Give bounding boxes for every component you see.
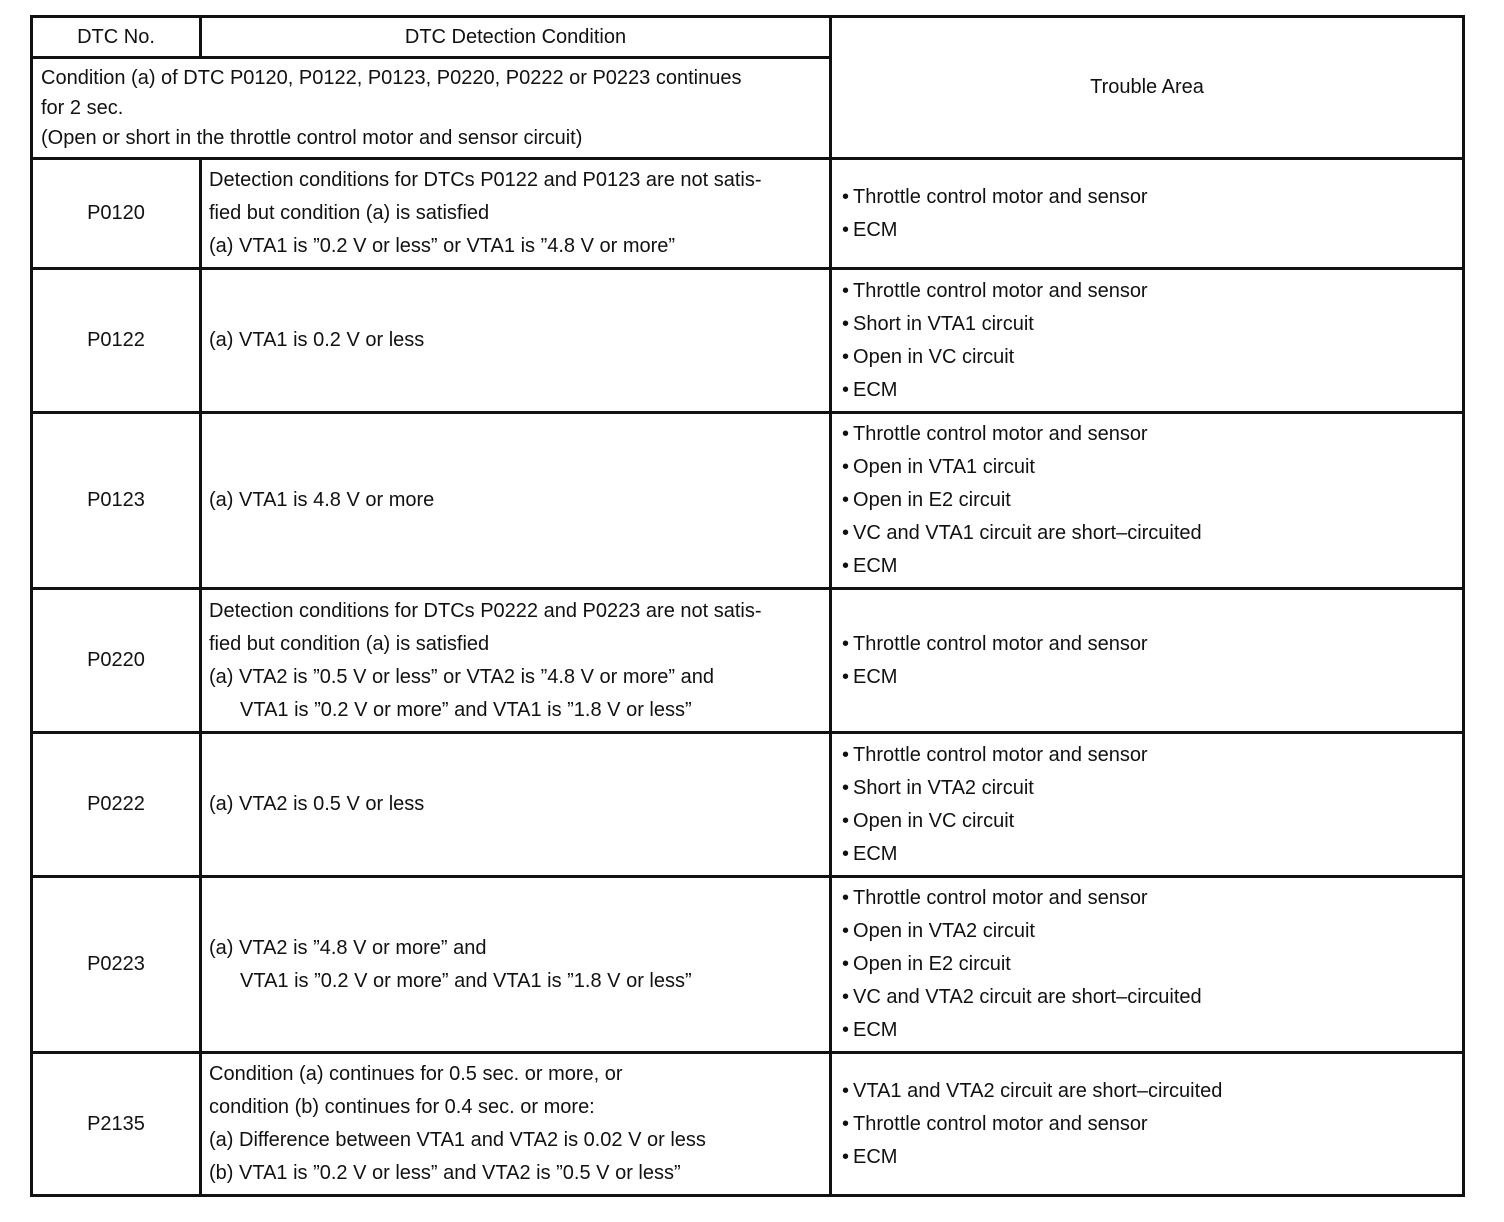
general-condition-line: Condition (a) of DTC P0120, P0122, P0123, P0220, P0222 or P0223 continues xyxy=(41,67,742,89)
trouble-area xyxy=(831,159,1464,269)
dtc-code: P0123 xyxy=(32,413,201,589)
dtc-code: P0222 xyxy=(32,733,201,877)
condition-line: (a) VTA1 is 0.2 V or less xyxy=(209,329,425,351)
trouble-area-item: • ECM xyxy=(842,1141,1462,1174)
trouble-area-item: • Throttle control motor and sensor xyxy=(842,275,1462,308)
trouble-area-item: • Open in VTA1 circuit xyxy=(842,451,1462,484)
detection-condition xyxy=(201,877,831,1053)
condition-line: (a) Difference between VTA1 and VTA2 is 0.02 V or less xyxy=(209,1129,706,1151)
trouble-area xyxy=(831,413,1464,589)
detection-condition xyxy=(201,733,831,877)
table-row xyxy=(32,159,1464,269)
detection-condition xyxy=(201,269,831,413)
detection-condition xyxy=(201,1053,831,1196)
trouble-area xyxy=(831,589,1464,733)
condition-line: Detection conditions for DTCs P0222 and P0223 are not satis- xyxy=(209,599,762,622)
detection-condition xyxy=(201,589,831,733)
dtc-code: P0122 xyxy=(32,269,201,413)
table-row xyxy=(32,733,1464,877)
condition-line: (a) VTA2 is ”0.5 V or less” or VTA2 is ”4.8 V or more” and xyxy=(209,665,714,688)
trouble-area-item: • Throttle control motor and sensor xyxy=(842,739,1462,772)
header-row xyxy=(32,17,1464,58)
trouble-area-item: • Open in VTA2 circuit xyxy=(842,915,1462,948)
trouble-area-item: • Open in E2 circuit xyxy=(842,484,1462,517)
detection-condition xyxy=(201,413,831,589)
trouble-area-item: • ECM xyxy=(842,1014,1462,1047)
trouble-area-item: • Throttle control motor and sensor xyxy=(842,1108,1462,1141)
trouble-area xyxy=(831,269,1464,413)
condition-line: (a) VTA1 is ”0.2 V or less” or VTA1 is ”4.8 V or more” xyxy=(209,235,676,257)
header-dtc-no: DTC No. xyxy=(32,17,201,58)
general-condition-line: (Open or short in the throttle control motor and sensor circuit) xyxy=(41,127,583,149)
trouble-area-item: • Throttle control motor and sensor xyxy=(842,418,1462,451)
condition-line: fied but condition (a) is satisfied xyxy=(209,632,490,655)
dtc-code: P2135 xyxy=(32,1053,201,1196)
condition-line: (a) VTA2 is ”4.8 V or more” and xyxy=(209,936,487,959)
table-row xyxy=(32,877,1464,1053)
condition-line: fied but condition (a) is satisfied xyxy=(209,202,490,224)
dtc-code: P0223 xyxy=(32,877,201,1053)
trouble-area-item: • ECM xyxy=(842,550,1462,583)
general-condition-line: for 2 sec. xyxy=(41,97,124,119)
table-row xyxy=(32,269,1464,413)
trouble-area xyxy=(831,877,1464,1053)
trouble-area-item: • Open in VC circuit xyxy=(842,805,1462,838)
trouble-area-item: • Short in VTA1 circuit xyxy=(842,308,1462,341)
condition-line: VTA1 is ”0.2 V or more” and VTA1 is ”1.8 V or less” xyxy=(240,698,692,721)
dtc-code: P0220 xyxy=(32,589,201,733)
dtc-code: P0120 xyxy=(32,159,201,269)
header-trouble-area: Trouble Area xyxy=(831,17,1464,159)
trouble-area-item: • VTA1 and VTA2 circuit are short–circuited xyxy=(842,1075,1462,1108)
trouble-area-item: • Open in E2 circuit xyxy=(842,948,1462,981)
trouble-area-item: • Throttle control motor and sensor xyxy=(842,882,1462,915)
general-condition xyxy=(32,58,831,159)
table-row xyxy=(32,1053,1464,1196)
trouble-area xyxy=(831,1053,1464,1196)
condition-line: Condition (a) continues for 0.5 sec. or more, or xyxy=(209,1063,623,1085)
header-detection-condition: DTC Detection Condition xyxy=(201,17,831,58)
trouble-area-item: • Short in VTA2 circuit xyxy=(842,772,1462,805)
condition-line: VTA1 is ”0.2 V or more” and VTA1 is ”1.8 V or less” xyxy=(240,969,692,992)
trouble-area xyxy=(831,733,1464,877)
detection-condition xyxy=(201,159,831,269)
condition-line: (b) VTA1 is ”0.2 V or less” and VTA2 is ”0.5 V or less” xyxy=(209,1162,681,1184)
condition-line: Detection conditions for DTCs P0122 and P0123 are not satis- xyxy=(209,169,762,191)
table-row xyxy=(32,413,1464,589)
trouble-area-item: • VC and VTA2 circuit are short–circuited xyxy=(842,981,1462,1014)
trouble-area-item: • VC and VTA1 circuit are short–circuited xyxy=(842,517,1462,550)
trouble-area-item: • Open in VC circuit xyxy=(842,341,1462,374)
trouble-area-item: • ECM xyxy=(842,661,1462,694)
trouble-area-item: • Throttle control motor and sensor xyxy=(842,181,1462,214)
condition-line: (a) VTA1 is 4.8 V or more xyxy=(209,489,435,511)
trouble-area-item: • ECM xyxy=(842,214,1462,247)
dtc-table xyxy=(30,15,1465,1197)
condition-line: (a) VTA2 is 0.5 V or less xyxy=(209,793,425,815)
trouble-area-item: • ECM xyxy=(842,838,1462,871)
table-row xyxy=(32,589,1464,733)
condition-line: condition (b) continues for 0.4 sec. or more: xyxy=(209,1096,595,1118)
trouble-area-item: • Throttle control motor and sensor xyxy=(842,628,1462,661)
trouble-area-item: • ECM xyxy=(842,374,1462,407)
